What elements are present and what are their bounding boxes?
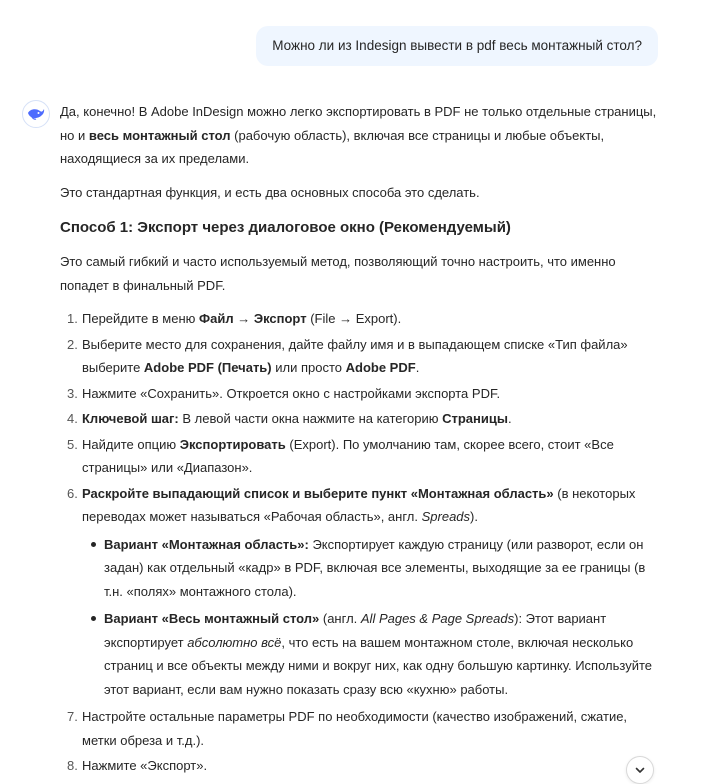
step-text: Нажмите «Сохранить». Откроется окно с настройками экспорта PDF. xyxy=(82,385,501,401)
step-text: . xyxy=(415,360,420,375)
step-text: (в некоторых переводах может называться «Рабочая область», англ. xyxy=(82,485,636,524)
sub-bold: Вариант «Монтажная область»: xyxy=(104,536,309,552)
scroll-to-bottom-button[interactable] xyxy=(626,756,654,784)
sub-text: (англ. xyxy=(319,611,361,626)
sub-text: Экспортирует каждую страницу (или разворот, если он задан) как отдельный «кадр» в PDF, включая все элементы, выходящие за ее границы (в т.н. «полях» монтажного стола). xyxy=(104,536,646,599)
list-item xyxy=(60,433,664,480)
list-item xyxy=(60,307,664,331)
assistant-answer xyxy=(60,100,664,780)
intro-text-bold: весь монтажный стол xyxy=(88,127,231,143)
chevron-down-icon xyxy=(634,764,646,776)
step-bold: Раскройте выпадающий список и выберите пункт «Монтажная область» xyxy=(82,485,554,501)
step-bold: Страницы xyxy=(442,411,508,426)
whale-logo-icon xyxy=(27,107,45,121)
step-bold: Adobe PDF xyxy=(345,360,416,375)
step-bold: Adobe PDF (Печать) xyxy=(143,360,272,375)
sub-text: , что есть на вашем монтажном столе, включая несколько страниц и все объекты между ними и вокруг них, как одну большую картинку. Используйте этот вариант, если вам нужно показать сразу всю «кухню» работы. xyxy=(104,634,653,697)
intro-text-c: (рабочую область), включая все страницы и любые объекты, находящиеся за их пределами. xyxy=(60,127,605,166)
step-text: (File → Export). xyxy=(306,311,402,326)
step-text: (Export). По умолчанию там, скорее всего, стоит «Все страницы» или «Диапазон». xyxy=(82,436,614,475)
assistant-avatar xyxy=(22,100,50,128)
step-text: Перейдите в меню xyxy=(82,311,200,326)
user-message-bubble xyxy=(256,26,658,66)
list-number: 8. xyxy=(67,758,78,773)
list-number: 4. xyxy=(67,411,78,426)
list-item xyxy=(60,482,664,702)
answer-paragraph: Это стандартная функция, и есть два основных способа это сделать. xyxy=(60,184,480,200)
steps-list xyxy=(60,307,664,778)
list-number: 2. xyxy=(67,336,78,352)
bullet-icon xyxy=(91,616,96,621)
list-number: 3. xyxy=(67,385,78,401)
intro-text-a: Да, конечно! В Adobe InDesign можно легко экспортировать в PDF не только отдельные страницы, но и xyxy=(60,104,657,143)
sub-list-item xyxy=(82,607,664,701)
section-heading: Способ 1: Экспорт через диалоговое окно (Рекомендуемый) xyxy=(60,219,511,236)
list-number: 1. xyxy=(67,311,78,326)
sub-italic: абсолютно всё xyxy=(187,634,282,650)
step-text: или просто xyxy=(271,360,346,375)
sub-text: ): Этот вариант экспортирует xyxy=(104,611,607,650)
list-item xyxy=(60,407,664,431)
step-bold: Экспортировать xyxy=(179,436,286,452)
step-italic: Spreads xyxy=(421,509,471,524)
list-number: 6. xyxy=(67,485,78,501)
step-bold: Ключевой шаг: xyxy=(82,411,179,426)
list-number: 7. xyxy=(67,709,78,724)
step-text: Настройте остальные параметры PDF по необходимости (качество изображений, сжатие, метки обреза и т.д.). xyxy=(82,709,628,748)
answer-paragraph: Это самый гибкий и часто используемый метод, позволяющий точно настроить, что именно попадет в финальный PDF. xyxy=(60,254,616,293)
sub-list-item xyxy=(82,533,664,604)
step-text: . xyxy=(507,411,512,426)
list-item xyxy=(60,705,664,752)
sub-italic: All Pages & Page Spreads xyxy=(360,611,515,626)
sub-bold: Вариант «Весь монтажный стол» xyxy=(104,611,320,626)
list-item xyxy=(60,333,664,380)
bullet-icon xyxy=(91,542,96,547)
step-text: Выберите место для сохранения, дайте файлу имя и в выпадающем списке «Тип файла» выберите xyxy=(82,336,628,375)
sub-list xyxy=(82,533,664,702)
step-text: В левой части окна нажмите на категорию xyxy=(178,411,443,426)
step-text: ). xyxy=(470,509,478,524)
list-item xyxy=(60,382,664,406)
list-number: 5. xyxy=(67,436,78,452)
list-item xyxy=(60,754,664,778)
step-bold: Файл → Экспорт xyxy=(199,311,307,326)
user-message-text: Можно ли из Indesign вывести в pdf весь монтажный стол? xyxy=(272,38,642,53)
answer-intro xyxy=(60,100,664,171)
step-text: Нажмите «Экспорт». xyxy=(82,758,208,773)
step-text: Найдите опцию xyxy=(82,436,180,452)
